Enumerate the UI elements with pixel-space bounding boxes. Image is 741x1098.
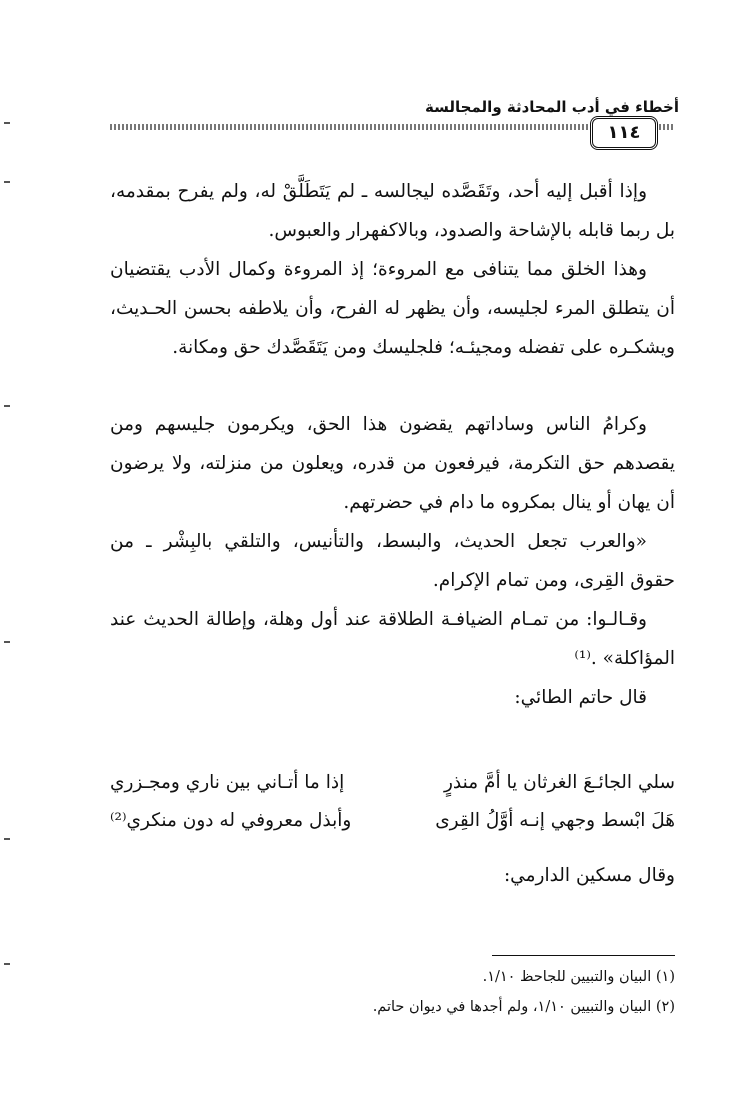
footnote: (٢) البيان والتبيين ١/١٠، ولم أجدها في ديوان حاتم.: [372, 999, 675, 1015]
margin-mark: [4, 405, 10, 407]
poem-intro: وقال مسكين الدارمي:: [503, 865, 675, 886]
poem-verse: [110, 764, 675, 802]
margin-mark: [4, 122, 10, 124]
verse-second-hemistich: إذا ما أتـاني بين ناري ومجـزري: [110, 772, 345, 793]
header-rule-end: [655, 124, 675, 130]
quotation: وقـالـوا: من تمـام الضيافـة الطلاقة عند أول وهلة، وإطالة الحديث عند المؤاكلة» .⁽¹⁾: [110, 609, 675, 669]
paragraph: وهذا الخلق مما يتنافى مع المروءة؛ إذ المروءة وكمال الأدب يقتضيان أن يتطلق المرء لجليسه، وأن يظهر له الفرح، وأن يلاطفه بحسن الحـديث، ويشكـره على تفضله ومجيئـه؛ فلجليسك ومن يَتَقَصَّدك حق ومكانة.: [110, 259, 675, 358]
poem-intro: قال حاتم الطائي:: [514, 687, 647, 708]
footnotes: [110, 962, 675, 1022]
margin-mark: [4, 838, 10, 840]
paragraph-gap: [110, 367, 675, 405]
header-rule: [110, 124, 630, 130]
paragraph: وكرامُ الناس وساداتهم يقضون هذا الحق، ويكرمون جليسهم ومن يقصدهم حق التكرمة، فيرفعون من قدره، ويعلون من منزلته، ولا يرضون أن يهان أو ينال بمكروه ما دام في حضرتهم.: [110, 414, 675, 513]
poem-verse: [110, 802, 675, 840]
quotation: «والعرب تجعل الحديث، والبسط، والتأنيس، والتلقي بالبِشْر ـ من حقوق القِرى، ومن تمام الإكرام.: [110, 531, 675, 591]
paragraph: وإذا أقبل إليه أحد، وتَقَصَّده ليجالسه ـ لم يَتَطَلَّقْ له، ولم يفرح بمقدمه، بل ربما قابله بالإشاحة والصدود، وبالاكفهرار والعبوس.: [110, 181, 675, 241]
verse-second-hemistich: وأبذل معروفي له دون منكري⁽²⁾: [110, 810, 352, 831]
margin-mark: [4, 181, 10, 183]
margin-mark: [4, 641, 10, 643]
page-number: ١١٤: [590, 116, 658, 150]
running-header-title: أخطاء في أدب المحادثة والمجالسة: [425, 98, 679, 116]
margin-mark: [4, 963, 10, 965]
verse-first-hemistich: سلي الجائـعَ الغرثان يا أمَّ منذرٍ: [443, 772, 675, 793]
verse-first-hemistich: هَلَ ابْسط وجهي إنـه أوَّلُ القِرى: [435, 810, 675, 831]
footnote: (١) البيان والتبيين للجاحظ ١/١٠.: [482, 969, 675, 985]
body-text: [110, 172, 675, 717]
poem: [110, 764, 675, 840]
footnote-rule: [492, 955, 675, 956]
